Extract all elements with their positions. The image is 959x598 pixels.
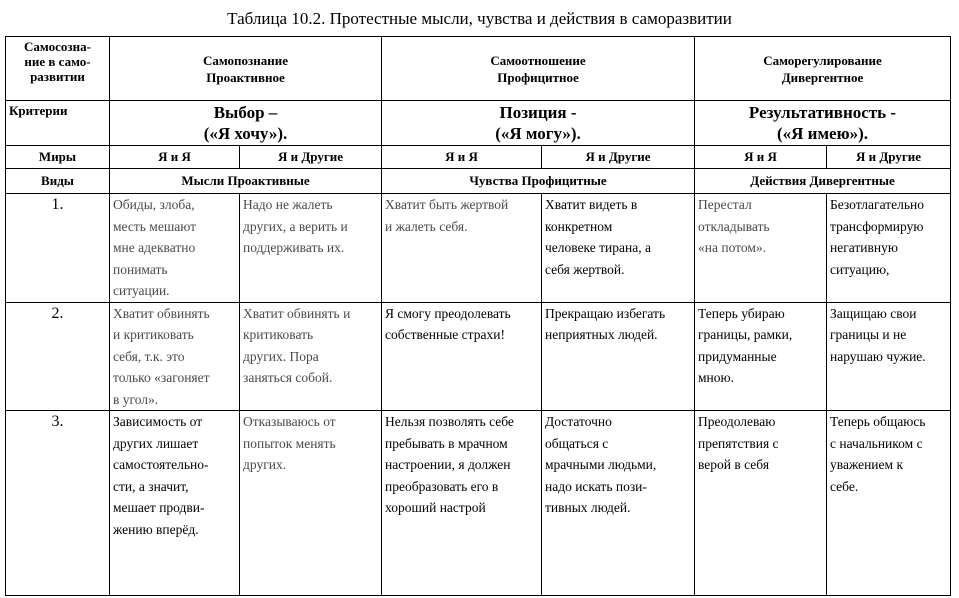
criteria-position: Позиция - («Я могу»). — [382, 101, 695, 146]
table-cell: Безотлагательно трансформирую негативную ситуацию, — [827, 194, 951, 303]
world-cell: Я и Я — [110, 146, 240, 169]
kind-actions: Действия Дивергентные — [695, 169, 951, 194]
kind-thoughts: Мысли Проактивные — [110, 169, 382, 194]
header-self-knowledge: Самопознание Проактивное — [110, 37, 382, 101]
table-cell: Перестал откладывать «на потом». — [695, 194, 827, 303]
table-cell: Хватит обвинять и критиковать себя, т.к. это только «загоняет в угол». — [110, 302, 240, 411]
row-number: 2. — [6, 302, 110, 411]
table-row — [6, 411, 951, 596]
header-first-line: Самосозна- — [24, 39, 91, 54]
table-cell: Преодолеваю препятствия с верой в себя — [695, 411, 827, 596]
header-self-regulation: Саморегулирование Дивергентное — [695, 37, 951, 101]
worlds-label: Миры — [6, 146, 110, 169]
header-row — [6, 37, 951, 101]
table-cell: Защищаю свои границы и не нарушаю чужие. — [827, 302, 951, 411]
criteria-choice: Выбор – («Я хочу»). — [110, 101, 382, 146]
self-development-table — [5, 36, 951, 596]
table-cell: Теперь общаюсь с начальником с уважением к себе. — [827, 411, 951, 596]
table-cell: Я смогу преодолевать собственные страхи! — [382, 302, 542, 411]
world-cell: Я и Другие — [542, 146, 695, 169]
table-cell: Теперь убираю границы, рамки, придуманные мною. — [695, 302, 827, 411]
header-first-line: развитии — [30, 69, 85, 84]
table-cell: Зависимость от других лишает самостоятельно- сти, а значит, мешает продви- жению вперёд. — [110, 411, 240, 596]
table-cell: Нельзя позволять себе пребывать в мрачном настроении, я должен преобразовать его в хороший настрой — [382, 411, 542, 596]
table-cell: Обиды, злоба, месть мешают мне адекватно понимать ситуации. — [110, 194, 240, 303]
table-cell: Прекращаю избегать неприятных людей. — [542, 302, 695, 411]
kinds-row — [6, 169, 951, 194]
table-row — [6, 194, 951, 303]
criteria-row — [6, 101, 951, 146]
table-cell: Хватит быть жертвой и жалеть себя. — [382, 194, 542, 303]
row-number: 1. — [6, 194, 110, 303]
worlds-row — [6, 146, 951, 169]
world-cell: Я и Я — [382, 146, 542, 169]
table-cell: Отказываюсь от попыток менять других. — [240, 411, 382, 596]
table-cell: Хватит обвинять и критиковать других. Пора заняться собой. — [240, 302, 382, 411]
table-caption: Таблица 10.2. Протестные мысли, чувства и действия в саморазвитии — [227, 9, 732, 28]
table-row — [6, 302, 951, 411]
row-number: 3. — [6, 411, 110, 596]
header-first-line: ние в само- — [24, 54, 91, 69]
world-cell: Я и Другие — [240, 146, 382, 169]
criteria-label: Критерии — [6, 101, 110, 146]
table-cell: Надо не жалеть других, а верить и поддерживать их. — [240, 194, 382, 303]
kinds-label: Виды — [6, 169, 110, 194]
header-self-attitude: Самоотношение Профицитное — [382, 37, 695, 101]
kind-feelings: Чувства Профицитные — [382, 169, 695, 194]
header-first-col — [6, 37, 110, 101]
table-cell: Хватит видеть в конкретном человеке тирана, а себя жертвой. — [542, 194, 695, 303]
criteria-effectiveness: Результативность - («Я имею»). — [695, 101, 951, 146]
world-cell: Я и Я — [695, 146, 827, 169]
table-cell: Достаточно общаться с мрачными людьми, надо искать пози- тивных людей. — [542, 411, 695, 596]
world-cell: Я и Другие — [827, 146, 951, 169]
